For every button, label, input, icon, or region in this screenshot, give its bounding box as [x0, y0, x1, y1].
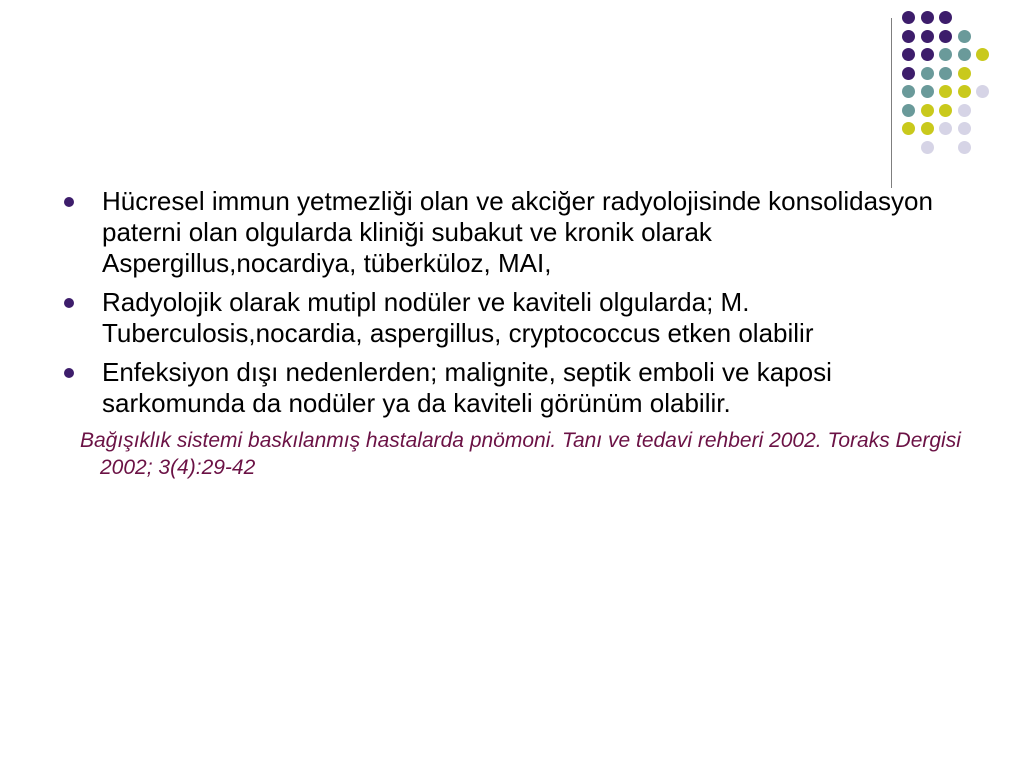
decorative-dot-purple — [921, 11, 934, 24]
decorative-dot-teal — [939, 48, 952, 61]
decorative-dot-grid — [901, 10, 1021, 170]
decorative-dot-lavender — [939, 122, 952, 135]
decorative-dot-lavender — [976, 85, 989, 98]
slide-content — [62, 186, 962, 481]
decorative-dot-yellow — [976, 48, 989, 61]
decorative-dot-yellow — [902, 122, 915, 135]
decorative-dot-teal — [958, 30, 971, 43]
decorative-dot-teal — [958, 48, 971, 61]
decorative-dot-yellow — [921, 122, 934, 135]
decorative-dot-teal — [902, 104, 915, 117]
vertical-divider-line — [891, 18, 892, 188]
decorative-dot-purple — [902, 67, 915, 80]
decorative-dot-purple — [902, 30, 915, 43]
bullet-item — [62, 287, 962, 349]
decorative-dot-lavender — [958, 141, 971, 154]
decorative-dot-teal — [921, 67, 934, 80]
bullet-item — [62, 186, 962, 279]
decorative-dot-purple — [902, 11, 915, 24]
decorative-dot-purple — [902, 48, 915, 61]
bullet-text: Enfeksiyon dışı nedenlerden; malignite, septik emboli ve kaposi sarkomunda da nodüler ya da kaviteli görünüm olabilir. — [102, 357, 832, 418]
decorative-dot-lavender — [958, 104, 971, 117]
bullet-item — [62, 357, 962, 419]
decorative-dot-teal — [902, 85, 915, 98]
decorative-dot-yellow — [939, 85, 952, 98]
bullet-text: Radyolojik olarak mutipl nodüler ve kaviteli olgularda; M. Tuberculosis,nocardia, aspergillus, cryptococcus etken olabilir — [102, 287, 814, 348]
bullet-dot-icon — [64, 298, 74, 308]
bullet-text: Hücresel immun yetmezliği olan ve akciğer radyolojisinde konsolidasyon paterni olan olgularda kliniği subakut ve kronik olarak Aspergillus,nocardiya, tüberküloz, MAI, — [102, 186, 933, 278]
reference-citation: Bağışıklık sistemi baskılanmış hastalarda pnömoni. Tanı ve tedavi rehberi 2002. Toraks Dergisi 2002; 3(4):29-42 — [80, 429, 961, 479]
decorative-dot-purple — [921, 30, 934, 43]
decorative-dot-purple — [939, 30, 952, 43]
decorative-dot-yellow — [939, 104, 952, 117]
decorative-dot-yellow — [921, 104, 934, 117]
decorative-dot-purple — [939, 11, 952, 24]
decorative-dot-teal — [939, 67, 952, 80]
decorative-dot-yellow — [958, 67, 971, 80]
decorative-dot-teal — [921, 85, 934, 98]
decorative-dot-purple — [921, 48, 934, 61]
decorative-dot-lavender — [921, 141, 934, 154]
bullet-list — [62, 186, 962, 419]
bullet-dot-icon — [64, 368, 74, 378]
bullet-dot-icon — [64, 197, 74, 207]
decorative-dot-yellow — [958, 85, 971, 98]
decorative-dot-lavender — [958, 122, 971, 135]
